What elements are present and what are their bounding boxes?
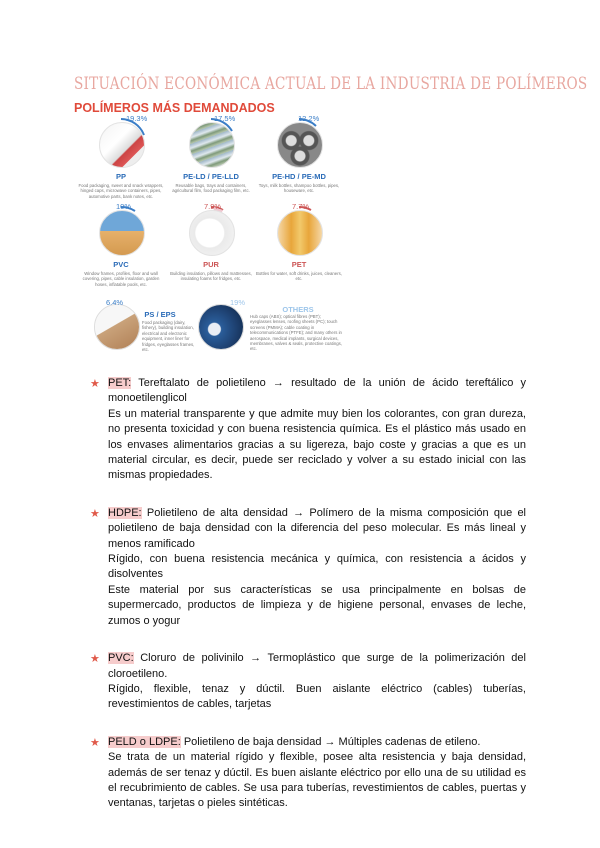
- list-item-pvc: [90, 651, 526, 713]
- star-bullet-icon: ★: [90, 736, 100, 749]
- page-title: SITUACIÓN ECONÓMICA ACTUAL DE LA INDUSTRIA DE POLÍMEROS: [74, 74, 588, 94]
- list-item-peld: [90, 735, 526, 812]
- polymer-key: PET:: [108, 377, 132, 389]
- section-subtitle: POLÍMEROS MÁS DEMANDADOS: [74, 101, 275, 115]
- polymer-list: [90, 376, 526, 834]
- item-text: Rígido, con buena resistencia mecánica y química, con resistencia a ácidos y disolventes: [108, 553, 526, 581]
- polymer-name: PS / EPS: [144, 310, 176, 319]
- polymer-name: PVC: [113, 260, 129, 269]
- item-text: Cloruro de polivinilo → Termoplástico que surge de la polimerización del cloroetileno.: [108, 652, 526, 680]
- item-text: Tereftalato de polietileno → resultado de la unión de ácido tereftálico y monoetilenglicol: [108, 377, 526, 405]
- pp-image: [99, 122, 145, 168]
- list-item-pet: [90, 376, 526, 484]
- share-percent: 19%: [230, 298, 246, 307]
- pet-image: [277, 210, 323, 256]
- polymer-uses: Hub caps (ABS); optical fibres (PBT); eyeglasses lenses, roofing sheets (PC); touch screens (PMMA); cable coating in telecommunications (PTFE); and many others in aerospace, medical implants, surgical devices, membranes, valves & seals, protective coatings, etc.: [250, 314, 342, 352]
- item-text: Polietileno de baja densidad → Múltiples cadenas de etileno.: [183, 735, 481, 748]
- star-bullet-icon: ★: [90, 378, 100, 390]
- tile-pp: [76, 112, 166, 199]
- polymer-name: PP: [115, 172, 126, 181]
- tile-pet: [254, 200, 344, 280]
- polymer-name: PE-HD / PE-MD: [272, 172, 326, 181]
- pur-image: [189, 210, 235, 256]
- others-image: [198, 304, 244, 350]
- polymer-name: PET: [291, 260, 307, 269]
- polymer-name: OTHERS: [282, 305, 314, 314]
- item-text: Este material por sus características se usa principalmente en bolsas de supermercado, productos de limpieza y de higiene personal, envases de leche, zumos o yogur: [108, 583, 526, 627]
- item-text: Polietileno de alta densidad → Polímero de la misma composición que el polietileno de baja densidad con la diferencia del peso molecular. Es más lineal y menos ramificado: [108, 506, 526, 550]
- pe-hd-image: [277, 122, 323, 168]
- polymer-uses: Food packaging, sweet and snack wrappers, hinged caps, microwave containers, pipes, automotive parts, bank notes, etc.: [78, 183, 164, 199]
- item-text: Rígido, flexible, tenaz y dúctil. Buen aislante eléctrico (cables) tuberías, revestimientos de cables, tarjetas: [108, 682, 526, 711]
- polymer-demand-infographic: [74, 112, 344, 360]
- polymer-key: HDPE:: [108, 506, 142, 519]
- share-percent: 19.3%: [126, 114, 148, 123]
- pvc-image: [99, 210, 145, 256]
- polymer-uses: Window frames, profiles, floor and wall covering, pipes, cable insulation, garden hoses, inflatable pools, etc.: [82, 271, 160, 287]
- share-percent: 6.4%: [106, 298, 124, 307]
- share-percent: 10%: [116, 202, 132, 211]
- item-text: Se trata de un material rígido y flexible, posee alta resistencia y baja densidad, además de ser tenaz y dúctil. Es buen aislante eléctrico por ello una de su utilidad es el recubrimiento de cables. Se usa para tuberías, revestimientos de cables, puertas y ventanas, tarjetas o pieles sintéticas.: [108, 751, 526, 810]
- tile-pvc: [76, 200, 166, 287]
- share-percent: 7.7%: [292, 202, 310, 211]
- polymer-uses: Food packaging (dairy, fishery), building insulation, electrical and electronic equipment, inner liner for fridges, eyeglasses frames, etc.: [142, 320, 195, 353]
- polymer-uses: Building insulation, pillows and mattresses, insulating foams for fridges, etc.: [170, 271, 252, 282]
- polymer-uses: Bottles for water, soft drinks, juices, cleaners, etc.: [256, 271, 342, 282]
- item-text: Es un material transparente y que admite muy bien los colorantes, con gran dureza, no presenta toxicidad y con buena resistencia química. Es el plástico más usado en los envases alimentarios gracias a su ligereza, bajo coste y gracias a que es un material circular, es decir, puede ser reciclado y volver a su estado inicial con las mismas propiedades.: [108, 407, 526, 482]
- polymer-key: PELD o LDPE:: [108, 735, 181, 748]
- polymer-name: PE-LD / PE-LLD: [183, 172, 239, 181]
- share-percent: 17.5%: [214, 114, 236, 123]
- star-bullet-icon: ★: [90, 653, 100, 666]
- share-percent: 12.2%: [298, 114, 320, 123]
- tile-pe-hd: [254, 112, 344, 192]
- list-item-hdpe: [90, 506, 526, 629]
- tile-pe-ld: [166, 112, 256, 192]
- tile-ps-eps: [88, 290, 198, 360]
- polymer-uses: Toys, milk bottles, shampoo bottles, pipes, houseware, etc.: [258, 183, 340, 194]
- star-bullet-icon: ★: [90, 507, 100, 520]
- tile-others: [198, 290, 344, 360]
- polymer-name: PUR: [203, 260, 219, 269]
- polymer-uses: Reusable bags, trays and containers, agricultural film, food packaging film, etc.: [172, 183, 250, 194]
- tile-pur: [166, 200, 256, 280]
- pe-ld-image: [189, 122, 235, 168]
- share-percent: 7.9%: [204, 202, 222, 211]
- polymer-key: PVC:: [108, 652, 134, 665]
